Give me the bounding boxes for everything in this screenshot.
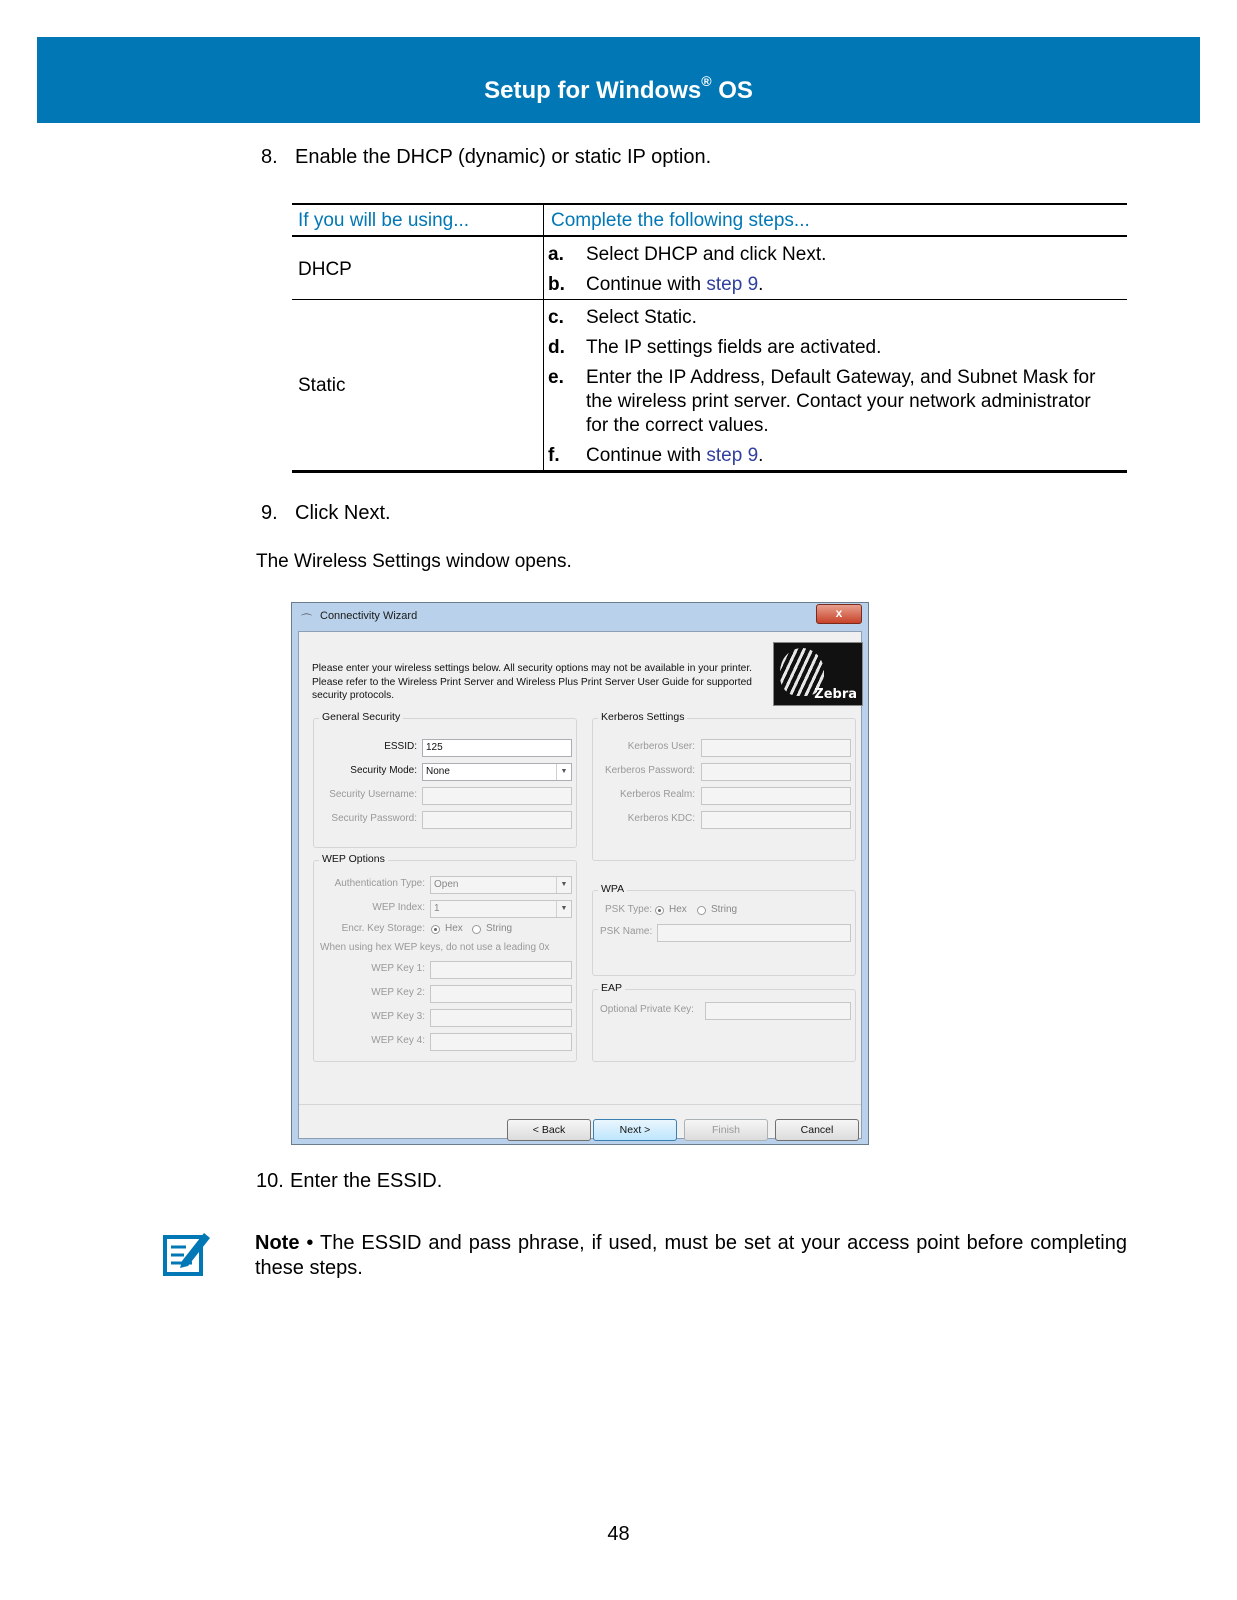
optional-private-key-input[interactable] — [705, 1002, 851, 1020]
step-text: Click Next. — [295, 502, 391, 524]
back-button[interactable]: < Back — [507, 1119, 591, 1141]
page-header-bar — [37, 37, 1200, 123]
step-letter: b. — [548, 274, 565, 295]
psk-name-label: PSK Name: — [600, 926, 653, 937]
eap-group — [592, 982, 856, 1062]
note-label: Note — [255, 1232, 300, 1254]
header-title-suffix: OS — [711, 77, 753, 104]
cancel-button[interactable]: Cancel — [775, 1119, 859, 1141]
table-column-separator — [543, 203, 544, 470]
chevron-down-icon[interactable]: ▼ — [556, 764, 571, 780]
authentication-type-select[interactable] — [430, 876, 572, 894]
security-mode-select[interactable] — [422, 763, 572, 781]
essid-input[interactable]: 125 — [422, 739, 572, 757]
step-number: 10. — [256, 1170, 284, 1192]
step-text: The IP settings fields are activated. — [586, 337, 882, 358]
table-step-a — [548, 243, 1106, 267]
finish-button[interactable]: Finish — [684, 1119, 768, 1141]
group-title: General Security — [319, 711, 403, 723]
button-bar-divider — [299, 1104, 861, 1105]
wizard-intro-text: Please enter your wireless settings below. All security options may not be available in your printer. Please refer to the Wireless Print Server and Wireless Plus Print Server User Guide for supported security protocols. — [312, 663, 752, 701]
table-top-rule — [292, 203, 1127, 205]
wep-index-label: WEP Index: — [372, 902, 425, 913]
note-text — [255, 1231, 1127, 1281]
table-row-rule — [292, 299, 1127, 300]
wep-string-label: String — [486, 923, 513, 934]
security-username-input[interactable] — [422, 787, 572, 805]
step-number: 8. — [261, 146, 278, 168]
table-step-d — [548, 336, 1106, 360]
wep-key-4-input[interactable] — [430, 1033, 572, 1051]
kerberos-user-label: Kerberos User: — [627, 741, 695, 752]
window-title: Connectivity Wizard — [320, 610, 418, 622]
table-step-e — [548, 366, 1106, 438]
security-password-input[interactable] — [422, 811, 572, 829]
group-title: Kerberos Settings — [598, 711, 687, 723]
result-text: The Wireless Settings window opens. — [256, 551, 572, 572]
header-title-registered: ® — [701, 73, 712, 89]
table-step-c — [548, 306, 1106, 330]
step-text: Enable the DHCP (dynamic) or static IP option. — [295, 146, 712, 168]
wep-options-group — [313, 853, 577, 1062]
wep-hint-text: When using hex WEP keys, do not use a leading 0x — [320, 942, 550, 953]
wpa-group — [592, 883, 856, 976]
kerberos-password-label: Kerberos Password: — [604, 765, 695, 776]
step-letter: d. — [548, 337, 565, 358]
step-9-link[interactable]: step 9 — [706, 274, 759, 295]
wpa-hex-radio[interactable] — [655, 906, 664, 915]
security-mode-label: Security Mode: — [350, 765, 417, 776]
wpa-hex-label: Hex — [669, 904, 687, 915]
step-text: Select Static. — [586, 307, 697, 328]
chevron-down-icon[interactable]: ▼ — [556, 901, 571, 917]
table-header-rule — [292, 235, 1127, 237]
step-text: Select DHCP and click Next. — [586, 244, 827, 265]
wep-hex-label: Hex — [445, 923, 463, 934]
page-header-title — [37, 73, 1200, 105]
wep-key-4-label: WEP Key 4: — [371, 1035, 425, 1046]
psk-name-input[interactable] — [657, 924, 851, 942]
kerberos-kdc-input[interactable] — [701, 811, 851, 829]
table-step-b — [548, 273, 1106, 297]
step-letter: f. — [548, 445, 560, 466]
wep-key-3-label: WEP Key 3: — [371, 1011, 425, 1022]
step-letter: a. — [548, 244, 564, 265]
wpa-string-radio[interactable] — [697, 906, 706, 915]
note-icon — [162, 1227, 212, 1277]
step-letter: c. — [548, 307, 564, 328]
wep-string-radio[interactable] — [472, 925, 481, 934]
step-number: 9. — [261, 502, 278, 524]
wep-key-2-input[interactable] — [430, 985, 572, 1003]
kerberos-user-input[interactable] — [701, 739, 851, 757]
step-letter: e. — [548, 367, 564, 388]
table-step-f — [548, 444, 1106, 468]
wep-index-value: 1 — [434, 903, 440, 914]
note-bullet: • — [299, 1232, 321, 1254]
wizard-client-area — [298, 631, 862, 1139]
table-header-option: If you will be using... — [298, 210, 470, 231]
step-text: Continue with — [586, 445, 707, 466]
general-security-group — [313, 711, 577, 848]
step-text: Enter the ESSID. — [290, 1170, 443, 1192]
wep-key-2-label: WEP Key 2: — [371, 987, 425, 998]
zebra-logo-text: Zebra — [814, 687, 857, 702]
zebra-logo — [773, 642, 863, 706]
essid-label: ESSID: — [384, 741, 417, 752]
kerberos-realm-input[interactable] — [701, 787, 851, 805]
psk-type-label: PSK Type: — [605, 904, 653, 915]
page-number: 48 — [607, 1523, 630, 1545]
encr-key-storage-label: Encr. Key Storage: — [341, 923, 425, 934]
kerberos-password-input[interactable] — [701, 763, 851, 781]
authentication-type-value: Open — [434, 879, 459, 890]
wep-key-3-input[interactable] — [430, 1009, 572, 1027]
kerberos-settings-group — [592, 711, 856, 861]
wep-hex-radio[interactable] — [431, 925, 440, 934]
table-bottom-rule — [292, 470, 1127, 473]
kerberos-kdc-label: Kerberos KDC: — [627, 813, 695, 824]
wep-key-1-label: WEP Key 1: — [371, 963, 425, 974]
wep-key-1-input[interactable] — [430, 961, 572, 979]
chevron-down-icon[interactable]: ▼ — [556, 877, 571, 893]
note-body: The ESSID and pass phrase, if used, must be set at your access point before completing these steps. — [255, 1232, 1127, 1279]
header-title-text: Setup for Windows — [484, 77, 702, 104]
step-9-link[interactable]: step 9 — [706, 445, 759, 466]
group-title: WPA — [598, 883, 627, 895]
wep-index-select[interactable] — [430, 900, 572, 918]
wireless-icon: ⌒ — [301, 614, 312, 626]
step-text: Continue with — [586, 274, 707, 295]
group-title: WEP Options — [319, 853, 388, 865]
next-button[interactable]: Next > — [593, 1119, 677, 1141]
security-password-label: Security Password: — [331, 813, 417, 824]
security-username-label: Security Username: — [329, 789, 417, 800]
close-button[interactable]: x — [816, 604, 862, 624]
authentication-type-label: Authentication Type: — [334, 878, 425, 889]
kerberos-realm-label: Kerberos Realm: — [619, 789, 695, 800]
optional-private-key-label: Optional Private Key: — [600, 1004, 694, 1015]
connectivity-wizard-window — [291, 602, 869, 1145]
table-cell-static: Static — [298, 375, 346, 396]
wpa-string-label: String — [711, 904, 738, 915]
group-title: EAP — [598, 982, 625, 994]
step-text-tail: . — [758, 445, 764, 466]
step-text: Enter the IP Address, Default Gateway, and Subnet Mask for the wireless print server. Contact your network administrator for the correct values. — [586, 367, 1096, 436]
table-cell-dhcp: DHCP — [298, 259, 352, 280]
table-header-steps: Complete the following steps... — [551, 210, 810, 231]
step-text-tail: . — [758, 274, 764, 295]
security-mode-value: None — [426, 766, 450, 777]
